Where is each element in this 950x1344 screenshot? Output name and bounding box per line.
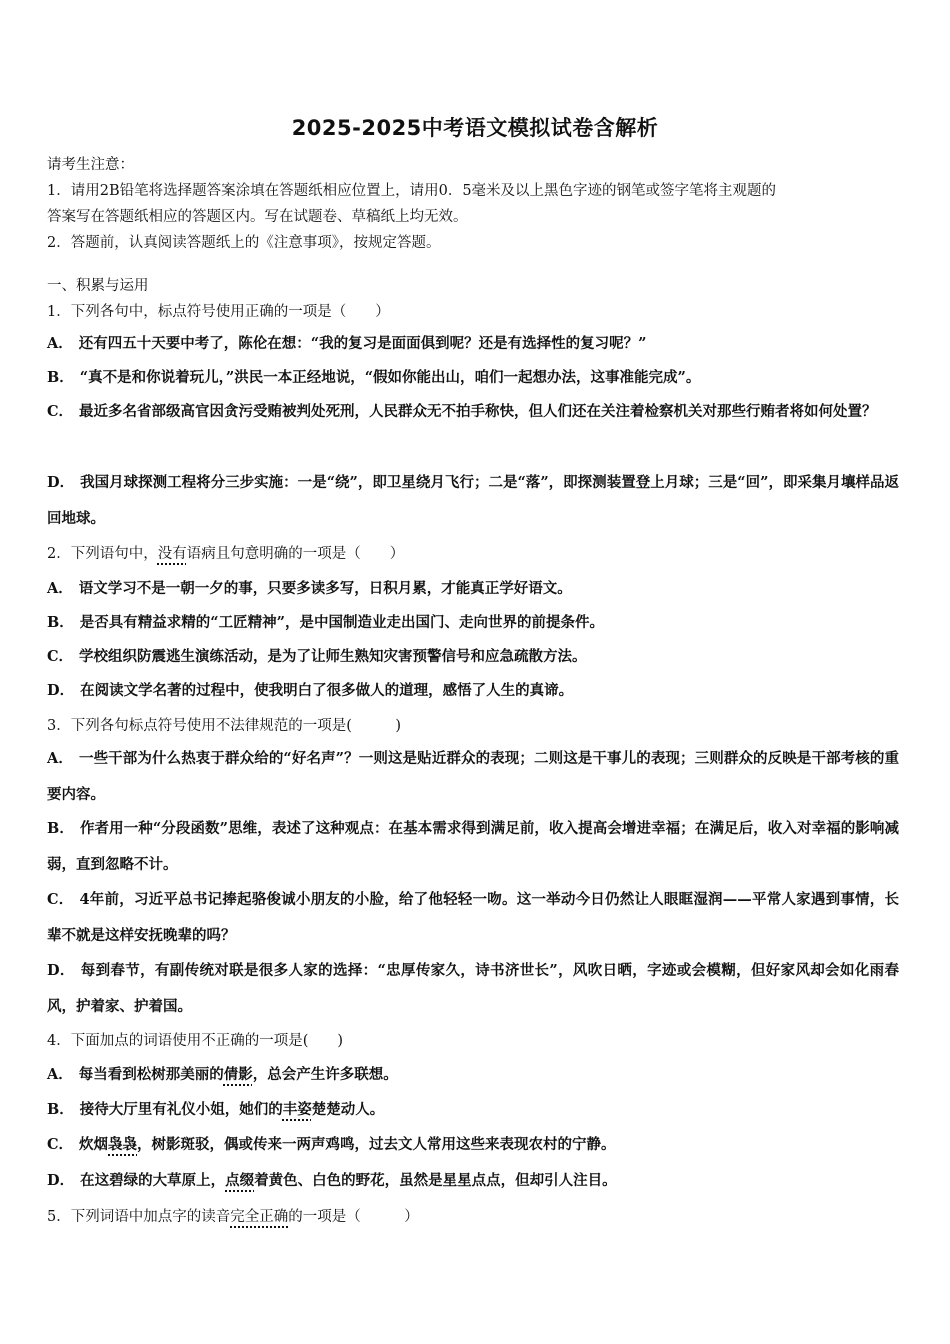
option-label: C． — [47, 648, 74, 665]
page-title: 2025-2025中考语文模拟试卷含解析 — [291, 116, 659, 140]
option-label: A． — [47, 580, 73, 597]
option-label: C． — [47, 403, 74, 420]
question-1-option-a — [47, 326, 899, 362]
option-text: 语文学习不是一朝一夕的事，只要多读多写，日积月累，才能真正学好语文。 — [78, 580, 572, 597]
option-text: 楚楚动人。 — [311, 1101, 385, 1118]
option-label: B． — [47, 614, 74, 631]
stem-text: 的一项是（ ） — [288, 1209, 419, 1225]
option-text: 每到春节，有副传统对联是很多人家的选择：“忠厚传家久，诗书济世长”，风吹日晒，字迹或会模糊，但好家风却会如化雨春风，护着家、护着国。 — [47, 962, 899, 1015]
option-label: D． — [47, 682, 75, 699]
option-label: A． — [47, 335, 73, 352]
option-text: 作者用一种“分段函数”思维，表述了这种观点：在基本需求得到满足前，收入提高会增进幸福；在满足后，收入对幸福的影响减弱，直到忽略不计。 — [47, 820, 899, 873]
option-label: D． — [47, 962, 75, 979]
option-label: D． — [47, 474, 75, 491]
option-label: A． — [47, 750, 73, 767]
dotted-emphasis: 完全正确 — [230, 1209, 289, 1225]
option-label: B． — [47, 1101, 74, 1118]
dotted-emphasis: 倩影 — [223, 1066, 253, 1083]
question-2-option-b — [47, 605, 899, 641]
question-2-option-c — [47, 639, 899, 675]
question-5-stem — [47, 1207, 899, 1227]
option-label: C． — [47, 891, 74, 908]
notice-item-1-line-2: 答案写在答题纸相应的答题区内。写在试题卷、草稿纸上均无效。 — [47, 209, 468, 225]
question-2-option-d — [47, 673, 899, 709]
notice-heading: 请考生注意： — [47, 157, 134, 173]
question-1-option-c — [47, 394, 899, 430]
option-text: 一些干部为什么热衷于群众给的“好名声”？一则这是贴近群众的表现；二则这是干事儿的表现；三则群众的反映是干部考核的重要内容。 — [47, 750, 899, 803]
option-text: 接待大厅里有礼仪小姐，她们的 — [79, 1101, 283, 1118]
question-4-option-b — [47, 1092, 899, 1128]
option-text: ，树影斑驳，偶或传来一两声鸡鸣，过去文人常用这些来表现农村的宁静。 — [137, 1136, 616, 1153]
notice-item-2: 2．答题前，认真阅读答题纸上的《注意事项》，按规定答题。 — [47, 235, 441, 251]
option-label: C． — [47, 1136, 74, 1153]
notice-item-1-line-1: 1．请用2B铅笔将选择题答案涂填在答题纸相应位置上，请用0．5毫米及以上黑色字迹的钢笔或签字笔将主观题的 — [47, 183, 777, 199]
section-title: 一、积累与运用 — [47, 278, 149, 294]
stem-text: 2．下列语句中， — [47, 546, 158, 562]
question-4-option-d — [47, 1163, 899, 1199]
question-3-option-d — [47, 953, 899, 1025]
question-4-option-c — [47, 1127, 899, 1163]
option-text: 每当看到松树那美丽的 — [78, 1066, 224, 1083]
option-text: 最近多名省部级高官因贪污受贿被判处死刑，人民群众无不拍手称快，但人们还在关注着检察机关对那些行贿者将如何处置？ — [79, 403, 877, 420]
option-text: ，总会产生许多联想。 — [252, 1066, 398, 1083]
question-2-option-a — [47, 571, 899, 607]
option-label: B． — [47, 820, 74, 837]
option-text: 还有四五十天要中考了，陈伦在想：“我的复习是面面俱到呢？还是有选择性的复习呢？” — [78, 335, 647, 352]
option-text: 是否具有精益求精的“工匠精神”，是中国制造业走出国门、走向世界的前提条件。 — [79, 614, 604, 631]
dotted-emphasis: 没有 — [157, 546, 187, 562]
option-text: 4年前，习近平总书记捧起骆俊诚小朋友的小脸，给了他轻轻一吻。这一举动今日仍然让人眼眶湿润——平常人家遇到事情，长辈不就是这样安抚晚辈的吗？ — [47, 891, 899, 944]
stem-text: 5．下列词语中加点字的读音 — [47, 1209, 231, 1225]
dotted-emphasis: 点缀 — [225, 1172, 255, 1189]
option-text: 在这碧绿的大草原上， — [80, 1172, 226, 1189]
option-text: 在阅读文学名著的过程中，使我明白了很多做人的道理，感悟了人生的真谛。 — [80, 682, 574, 699]
option-label: D． — [47, 1172, 75, 1189]
question-3-option-b — [47, 811, 899, 883]
question-4-stem: 4．下面加点的词语使用不正确的一项是( ) — [47, 1033, 344, 1049]
stem-text: 语病且句意明确的一项是（ ） — [186, 546, 405, 562]
option-text: 我国月球探测工程将分三步实施：一是“绕”，即卫星绕月飞行；二是“落”，即探测装置登上月球；三是“回”，即采集月壤样品返回地球。 — [47, 474, 899, 527]
question-3-option-c — [47, 882, 899, 954]
option-label: B． — [47, 369, 74, 386]
option-text: 学校组织防震逃生演练活动，是为了让师生熟知灾害预警信号和应急疏散方法。 — [79, 648, 587, 665]
option-text: “真不是和你说着玩儿，”洪民一本正经地说，“假如你能出山，咱们一起想办法，这事准能完成”。 — [79, 369, 701, 386]
option-text: 炊烟 — [79, 1136, 109, 1153]
question-4-option-a — [47, 1057, 899, 1093]
option-text: 着黄色、白色的野花，虽然是星星点点，但却引人注目。 — [254, 1172, 617, 1189]
question-1-option-b — [47, 360, 899, 396]
question-2-stem — [47, 544, 899, 564]
option-label: A． — [47, 1066, 73, 1083]
question-3-stem: 3．下列各句标点符号使用不法律规范的一项是( ) — [47, 718, 402, 734]
dotted-emphasis: 丰姿 — [282, 1101, 312, 1118]
dotted-emphasis: 袅袅 — [108, 1136, 138, 1153]
exam-notice — [47, 152, 907, 256]
question-1-stem: 1．下列各句中，标点符号使用正确的一项是（ ） — [47, 304, 390, 320]
question-1-option-d — [47, 465, 899, 537]
question-3-option-a — [47, 741, 899, 813]
